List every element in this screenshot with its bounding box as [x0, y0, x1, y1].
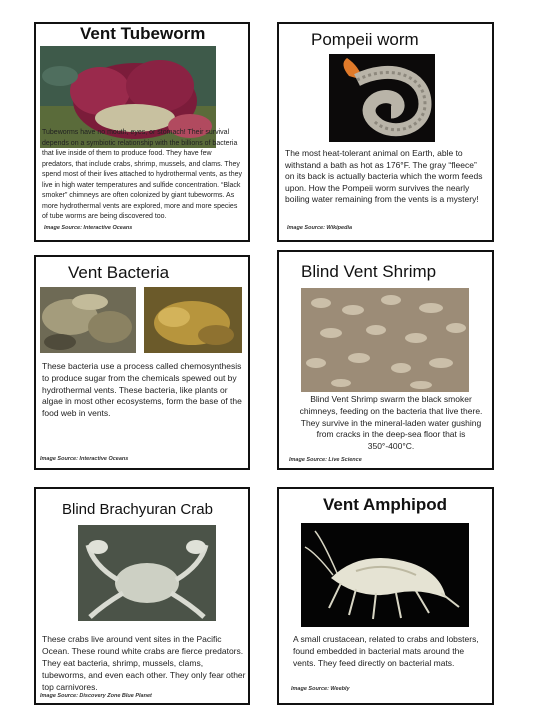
card-title: Blind Brachyuran Crab [62, 501, 213, 518]
card-blind-brachyuran-crab [34, 487, 250, 705]
card-description: These bacteria use a process called chemosynthesis to produce sugar from the chemicals spewed out by hydrothermal vents. These bacteria, like plants or algae in most other ecosystems, form the base of the food web in vents. [42, 361, 242, 419]
card-title: Vent Tubeworm [80, 24, 206, 43]
image-credit: Image Source: Live Science [289, 457, 362, 463]
card-vent-bacteria [34, 255, 250, 470]
card-pompeii-worm [277, 22, 494, 242]
crab-photo [78, 525, 216, 621]
card-description: These crabs live around vent sites in the Pacific Ocean. These round white crabs are fierce predators. They eat bacteria, shrimp, mussels, clams, tubeworms, and even each other. They only fear other top carnivores. [42, 634, 246, 692]
image-credit: Image Source: Wikipedia [287, 225, 353, 231]
card-description: Tubeworms have no mouth, eyes, or stomach! Their survival depends on a symbiotic relationship with the billions of bacteria that live inside of them to produce food. They have few predators, that include crabs, shrimp, mussels, and clams. They spend most of their lives attached to hydrothermal vents, as they live in high water temperatures and sulfide concentration. “Black smoker” chimneys are often colonized by giant tubeworms. As more hydrothermal vents are explored, more and more species of tube worms are being discovered too. [42, 129, 242, 220]
card-vent-tubeworm [34, 22, 250, 242]
card-title: Pompeii worm [311, 30, 419, 49]
amphipod-photo [301, 523, 469, 627]
card-blind-vent-shrimp [277, 250, 494, 470]
image-credit: Image Source: Weebly [291, 686, 350, 692]
image-credit: Image Source: Interactive Oceans [44, 225, 133, 231]
card-description: A small crustacean, related to crabs and lobsters, found embedded in bacterial mats around the vents. They feed directly on bacterial mats. [293, 634, 479, 668]
bacteria-photo-right [144, 287, 242, 353]
card-description: The most heat-tolerant animal on Earth, able to withstand a bath as hot as 176°F. The gray “fleece” on its back is actually bacteria which the worm feeds upon. How the Pompeii worm survives the nearly boiling water remaining from the vents is a mystery! [285, 148, 483, 205]
image-credit: Image Source: Interactive Oceans [40, 456, 129, 462]
card-description: Blind Vent Shrimp swarm the black smoker chimneys, feeding on the bacteria that live there. They survive in the mineral-laden water gushing from cracks in the deep-sea floor that is 350°-400°C. [299, 394, 483, 452]
pompeii-worm-photo [329, 54, 435, 142]
card-title: Vent Bacteria [68, 263, 170, 282]
card-title: Vent Amphipod [323, 495, 448, 514]
card-vent-amphipod [277, 487, 494, 705]
bacteria-photo-left [40, 287, 136, 353]
card-title: Blind Vent Shrimp [301, 262, 437, 281]
image-credit: Image Source: Discovery Zone Blue Planet [40, 693, 152, 699]
shrimp-photo [301, 288, 469, 392]
